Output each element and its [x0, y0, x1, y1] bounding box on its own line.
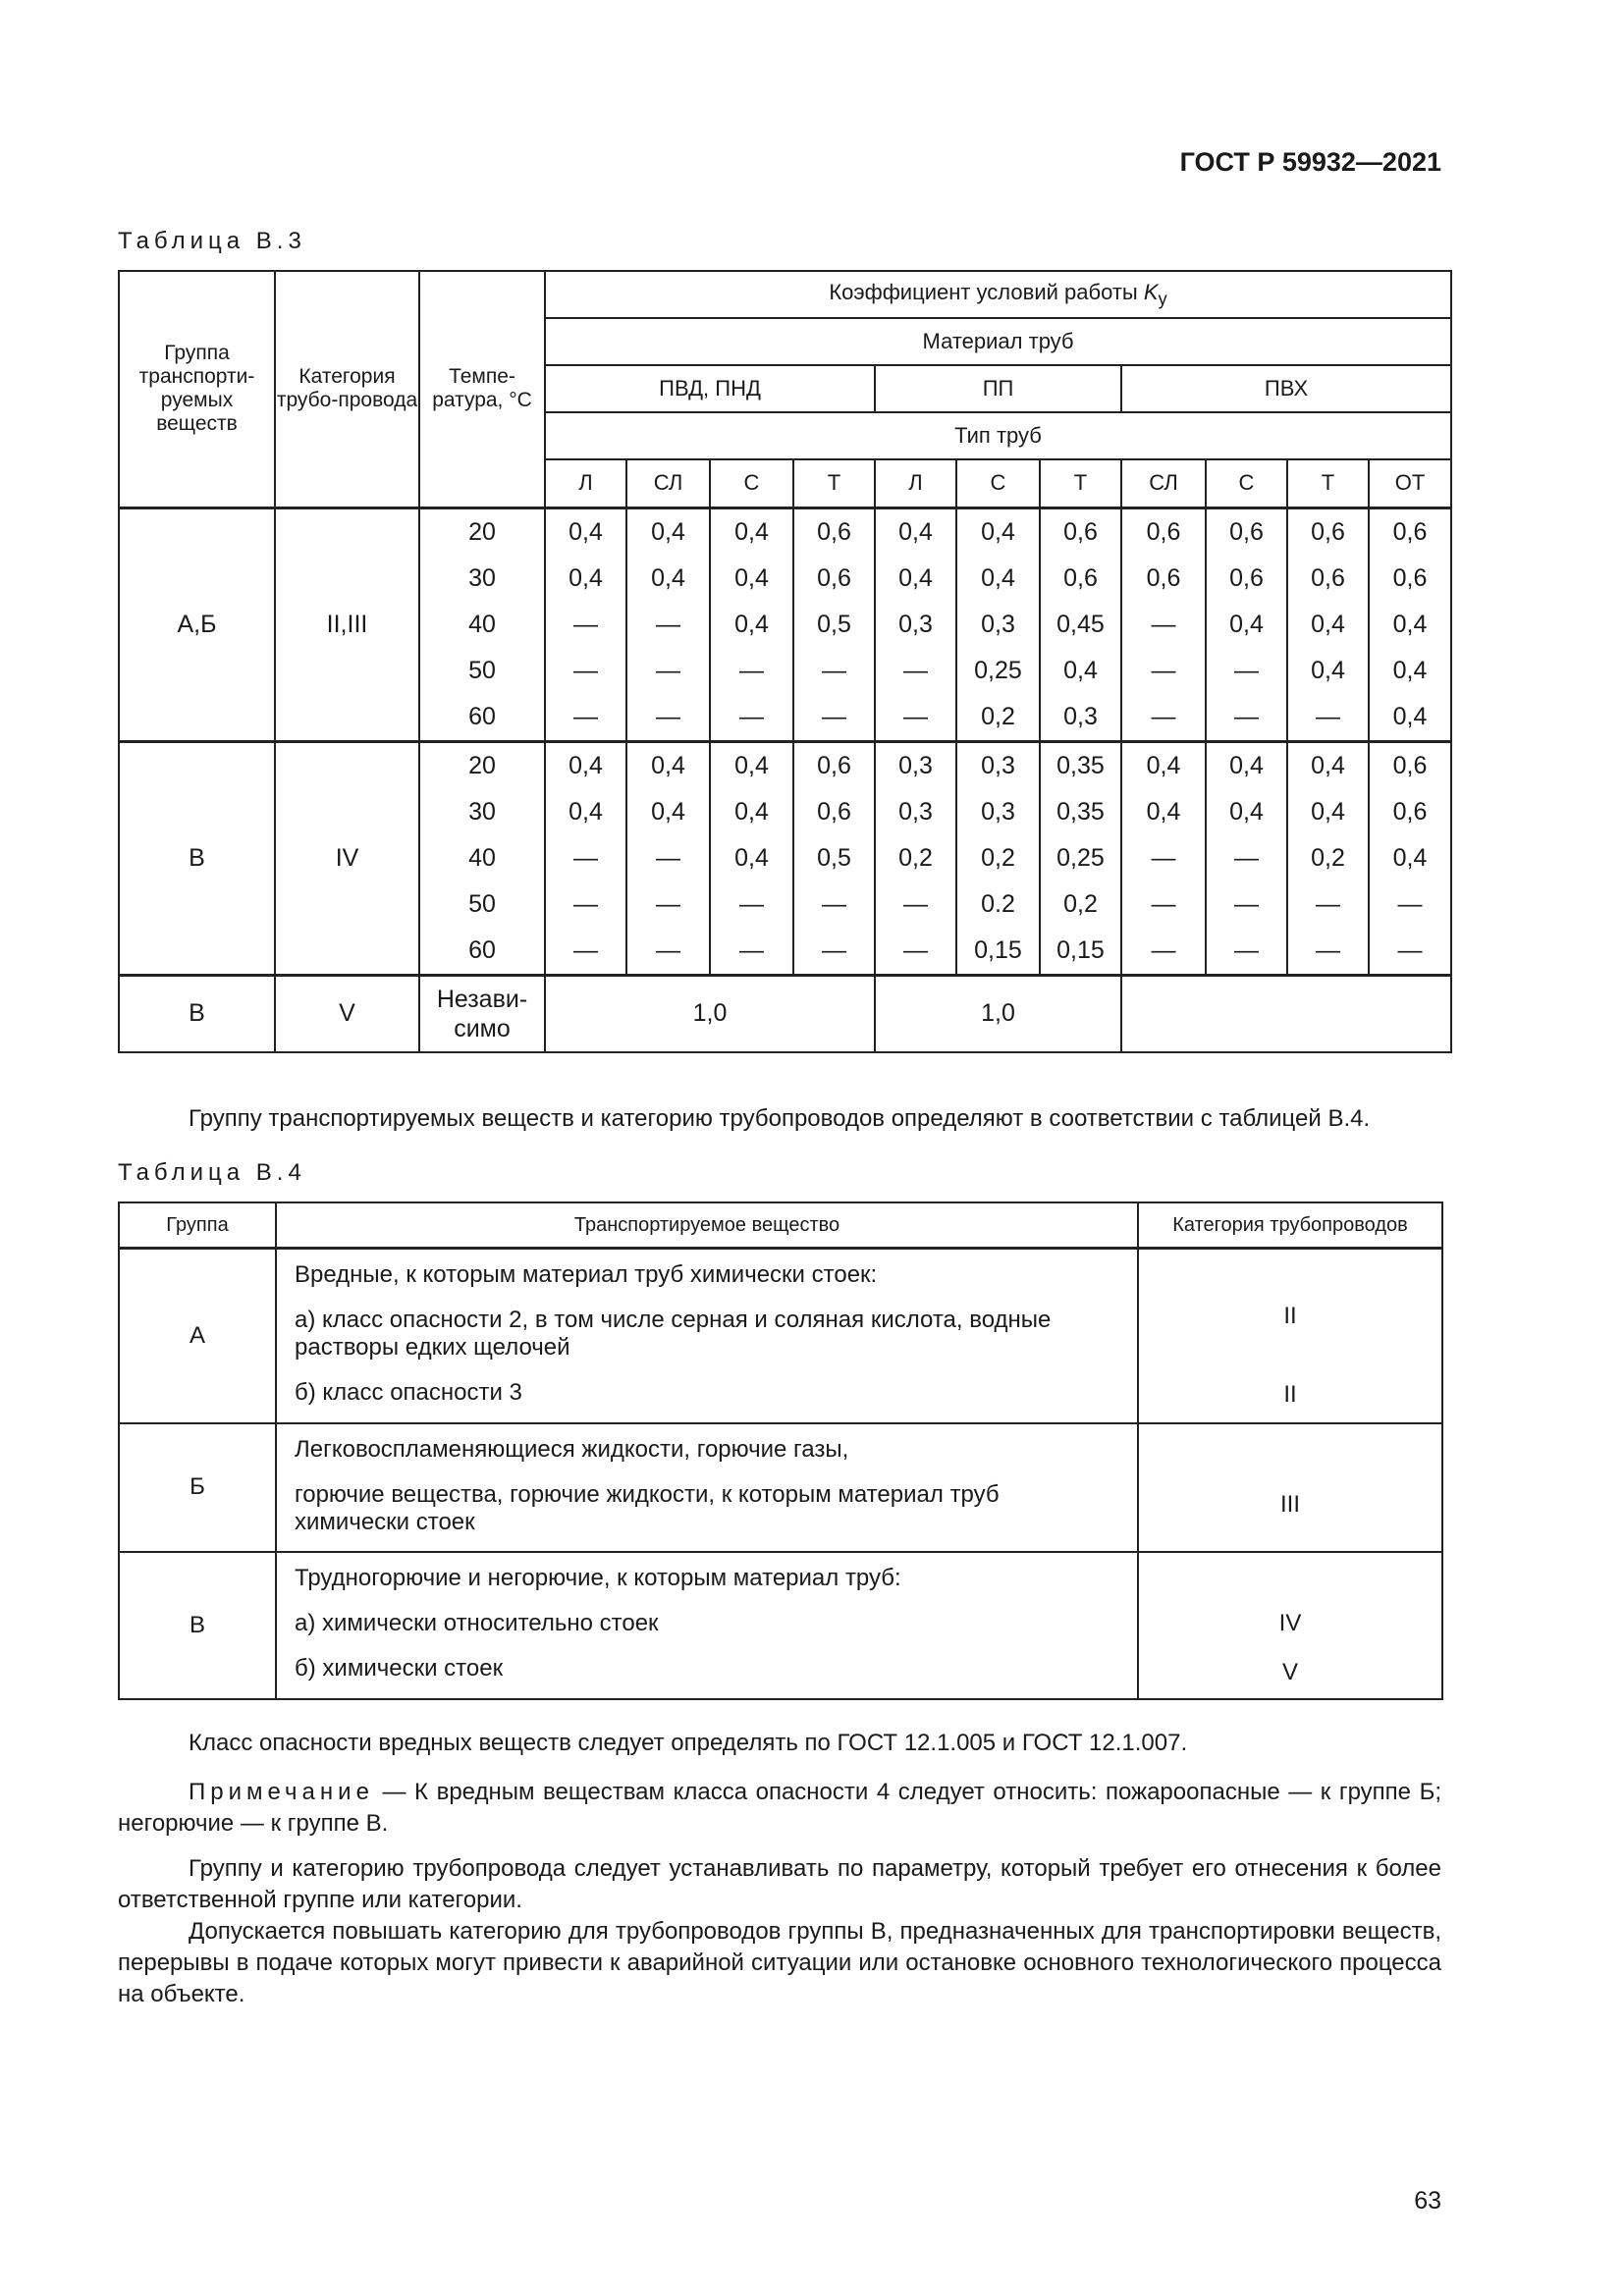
- coefficient-cell: 0,2: [1287, 835, 1369, 881]
- coefficient-cell: 0,6: [1369, 556, 1451, 602]
- table-row: [119, 741, 1451, 789]
- b4-group-cell: В: [119, 1552, 276, 1699]
- coefficient-cell: 0,6: [1287, 556, 1369, 602]
- coefficient-cell: 0,3: [875, 602, 956, 648]
- coefficient-cell: 0,4: [710, 602, 793, 648]
- coefficient-pp-cell: 1,0: [875, 975, 1121, 1052]
- coefficient-cell: 0,6: [1121, 507, 1206, 556]
- coefficient-cell: 0,5: [793, 835, 875, 881]
- category-cell: V: [275, 975, 419, 1052]
- coefficient-cell: —: [545, 835, 626, 881]
- coefficient-cell: —: [1287, 881, 1369, 928]
- header-type: СЛ: [1121, 459, 1206, 507]
- between-text: Группу транспортируемых веществ и категорию трубопроводов определяют в соответствии с таблицей В.4.: [189, 1105, 1371, 1132]
- coefficient-cell: —: [1369, 928, 1451, 976]
- group-cell: В: [119, 741, 275, 975]
- coefficient-cell: 0,4: [626, 507, 710, 556]
- coefficient-cell: 0,4: [1287, 789, 1369, 835]
- coefficient-cell: 0,4: [956, 556, 1040, 602]
- coefficient-cell: 0,4: [1369, 835, 1451, 881]
- coefficient-cell: 0,4: [875, 507, 956, 556]
- coefficient-cell: 0,4: [626, 789, 710, 835]
- b4-substance-cell: Вредные, к которым материал труб химически стоек: а) класс опасности 2, в том числе серная и соляная кислота, водные растворы едких щелочей б) класс опасности 3: [276, 1249, 1138, 1423]
- group-cell: В: [119, 975, 275, 1052]
- coefficient-cell: —: [545, 694, 626, 742]
- coefficient-cell: 0,4: [710, 556, 793, 602]
- coefficient-cell: —: [1121, 835, 1206, 881]
- coefficient-cell: 0,4: [626, 556, 710, 602]
- coefficient-cell: 0,4: [1121, 789, 1206, 835]
- coefficient-cell: 0,6: [1287, 507, 1369, 556]
- b4-substance-cell: Трудногорючие и негорючие, к которым материал труб: а) химически относительно стоек б) химически стоек: [276, 1552, 1138, 1699]
- coefficient-cell: 0,6: [793, 507, 875, 556]
- coefficient-cell: 0,5: [793, 602, 875, 648]
- coefficient-cell: 0,25: [1040, 835, 1121, 881]
- coefficient-cell: —: [626, 694, 710, 742]
- coefficient-cell: 0,4: [626, 741, 710, 789]
- coefficient-cell: —: [875, 881, 956, 928]
- coefficient-cell: —: [626, 602, 710, 648]
- coefficient-cell: 0,3: [875, 741, 956, 789]
- coefficient-cell: 0,3: [875, 789, 956, 835]
- b4-group-cell: Б: [119, 1423, 276, 1552]
- header-b4-group: Группа: [119, 1202, 276, 1249]
- header-b4-category: Категория трубопроводов: [1138, 1202, 1442, 1249]
- b4-category-cell: IV V: [1138, 1552, 1442, 1699]
- coefficient-cell: 0,4: [710, 789, 793, 835]
- table-b4: [118, 1201, 1443, 1700]
- coefficient-cell: 0,4: [1287, 741, 1369, 789]
- coefficient-cell: 0,4: [1287, 602, 1369, 648]
- coefficient-cell: —: [545, 928, 626, 976]
- coefficient-cell: —: [1287, 694, 1369, 742]
- coefficient-cell: —: [710, 694, 793, 742]
- coefficient-cell: —: [710, 881, 793, 928]
- coefficient-cell: 0,3: [956, 741, 1040, 789]
- coefficient-cell: 0,2: [956, 694, 1040, 742]
- coefficient-cell: —: [1206, 648, 1287, 694]
- coefficient-cell: 0,35: [1040, 789, 1121, 835]
- header-type: Т: [793, 459, 875, 507]
- coefficient-cell: —: [1121, 881, 1206, 928]
- temperature-cell: 30: [419, 789, 545, 835]
- coefficient-cell: —: [1206, 881, 1287, 928]
- coefficient-cell: —: [626, 881, 710, 928]
- coefficient-cell: —: [1121, 648, 1206, 694]
- coefficient-cell: —: [626, 835, 710, 881]
- header-type: Т: [1040, 459, 1121, 507]
- coefficient-cell: 0,2: [875, 835, 956, 881]
- coefficient-cell: —: [710, 928, 793, 976]
- coefficient-cell: 0,6: [793, 789, 875, 835]
- group-cell: А,Б: [119, 507, 275, 741]
- coefficient-cell: 0,4: [1121, 741, 1206, 789]
- coefficient-cell: —: [793, 694, 875, 742]
- page-number: 63: [1414, 2187, 1441, 2215]
- temperature-cell: 50: [419, 881, 545, 928]
- allowed-paragraph: Допускается повышать категорию для трубопроводов группы В, предназначенных для транспортировки веществ, перерывы в подаче которых могут привести к аварийной ситуации или остановке основного технологического процесса на объекте.: [118, 1918, 1441, 2007]
- table-row: [119, 975, 1451, 1052]
- coefficient-cell: —: [1206, 928, 1287, 976]
- b4-category-cell: III: [1138, 1423, 1442, 1552]
- coefficient-cell: 0,6: [793, 741, 875, 789]
- b4-substance-cell: Легковоспламеняющиеся жидкости, горючие газы, горючие вещества, горючие жидкости, к которым материал труб химически стоек: [276, 1423, 1138, 1552]
- note: Примечание — К вредным веществам класса опасности 4 следует относить: пожароопасные — к группе Б; негорючие — к группе В.: [118, 1779, 1441, 1837]
- coefficient-cell: —: [793, 928, 875, 976]
- header-type: СЛ: [626, 459, 710, 507]
- standard-code: ГОСТ Р 59932—2021: [1179, 147, 1441, 177]
- header-material-pvd-pnd: ПВД, ПНД: [545, 365, 875, 412]
- coefficient-cell: 0,6: [1040, 556, 1121, 602]
- coefficient-cell: —: [1121, 928, 1206, 976]
- coefficient-cell: —: [545, 648, 626, 694]
- header-material-pp: ПП: [875, 365, 1121, 412]
- header-type: Т: [1287, 459, 1369, 507]
- coefficient-cell: 0,4: [1369, 694, 1451, 742]
- table-row: [119, 1423, 1442, 1552]
- category-cell: IV: [275, 741, 419, 975]
- temperature-cell: 30: [419, 556, 545, 602]
- table-b3: [118, 270, 1452, 1053]
- coefficient-cell: 0,15: [956, 928, 1040, 976]
- coefficient-cell: 0,4: [1206, 789, 1287, 835]
- coefficient-cell: 0,6: [1121, 556, 1206, 602]
- coefficient-cell: 0,4: [1369, 648, 1451, 694]
- header-type: С: [710, 459, 793, 507]
- table-row: [119, 1552, 1442, 1699]
- coefficient-cell: 0,4: [545, 789, 626, 835]
- coefficient-cell: —: [793, 648, 875, 694]
- temperature-cell: 60: [419, 694, 545, 742]
- header-material-pvh: ПВХ: [1121, 365, 1451, 412]
- header-type: ОТ: [1369, 459, 1451, 507]
- class-reference: Класс опасности вредных веществ следует определять по ГОСТ 12.1.005 и ГОСТ 12.1.007.: [189, 1730, 1188, 1756]
- coefficient-cell: —: [626, 928, 710, 976]
- coefficient-cell: 0,3: [956, 789, 1040, 835]
- header-temperature: Темпе-ратура, °С: [419, 271, 545, 507]
- coefficient-cell: 0,6: [1206, 507, 1287, 556]
- header-b4-substance: Транспортируемое вещество: [276, 1202, 1138, 1249]
- temperature-cell: Незави-симо: [419, 975, 545, 1052]
- coefficient-cell: 0,45: [1040, 602, 1121, 648]
- coefficient-cell: 0,6: [1206, 556, 1287, 602]
- coefficient-cell: —: [793, 881, 875, 928]
- coefficient-cell: 0,4: [710, 507, 793, 556]
- temperature-cell: 20: [419, 741, 545, 789]
- temperature-cell: 40: [419, 835, 545, 881]
- header-pipe-type: Тип труб: [545, 412, 1451, 459]
- coefficient-cell: 0.2: [956, 881, 1040, 928]
- coefficient-cell: 0,2: [956, 835, 1040, 881]
- coefficient-cell: 0,4: [956, 507, 1040, 556]
- coefficient-cell: —: [545, 602, 626, 648]
- coefficient-cell: 0,4: [875, 556, 956, 602]
- coefficient-cell: —: [875, 648, 956, 694]
- coefficient-cell: 0,2: [1040, 881, 1121, 928]
- coefficient-cell: 0,25: [956, 648, 1040, 694]
- coefficient-pvd-pnd-cell: 1,0: [545, 975, 875, 1052]
- coefficient-cell: 0,4: [545, 556, 626, 602]
- table-row: [119, 1249, 1442, 1423]
- table-b4-caption: Таблица В.4: [118, 1159, 306, 1186]
- coefficient-cell: 0,3: [956, 602, 1040, 648]
- coefficient-cell: 0,4: [545, 741, 626, 789]
- coefficient-cell: —: [1206, 694, 1287, 742]
- temperature-cell: 60: [419, 928, 545, 976]
- coefficient-cell: —: [710, 648, 793, 694]
- b4-category-cell: II II: [1138, 1249, 1442, 1423]
- coefficient-cell: —: [1121, 602, 1206, 648]
- table-b3-body: [119, 507, 1451, 1052]
- coefficient-cell: 0,6: [1369, 789, 1451, 835]
- header-type: С: [956, 459, 1040, 507]
- coefficient-cell: 0,4: [1040, 648, 1121, 694]
- coefficient-cell: —: [1287, 928, 1369, 976]
- coefficient-cell: 0,6: [1040, 507, 1121, 556]
- coefficient-cell: 0,15: [1040, 928, 1121, 976]
- coefficient-cell: 0,3: [1040, 694, 1121, 742]
- coefficient-cell: 0,35: [1040, 741, 1121, 789]
- coefficient-cell: —: [1121, 694, 1206, 742]
- coefficient-cell: —: [1369, 881, 1451, 928]
- header-type: Л: [875, 459, 956, 507]
- coefficient-cell: 0,4: [545, 507, 626, 556]
- header-type: Л: [545, 459, 626, 507]
- temperature-cell: 20: [419, 507, 545, 556]
- coefficient-cell: 0,6: [1369, 741, 1451, 789]
- coefficient-cell: —: [1206, 835, 1287, 881]
- coefficient-pvh-cell: [1121, 975, 1451, 1052]
- coefficient-cell: 0,6: [793, 556, 875, 602]
- coefficient-cell: 0,4: [710, 835, 793, 881]
- header-category: Категория трубо-провода: [275, 271, 419, 507]
- header-type: С: [1206, 459, 1287, 507]
- category-cell: II,III: [275, 507, 419, 741]
- group-rule-paragraph: Группу и категорию трубопровода следует устанавливать по параметру, который требует его отнесения к более ответственной группе или категории.: [118, 1855, 1441, 1913]
- coefficient-cell: 0,4: [710, 741, 793, 789]
- temperature-cell: 50: [419, 648, 545, 694]
- header-material: Материал труб: [545, 318, 1451, 365]
- coefficient-cell: —: [875, 694, 956, 742]
- coefficient-cell: 0,6: [1369, 507, 1451, 556]
- coefficient-cell: —: [545, 881, 626, 928]
- coefficient-cell: 0,4: [1206, 602, 1287, 648]
- coefficient-cell: 0,4: [1206, 741, 1287, 789]
- table-row: [119, 507, 1451, 556]
- coefficient-cell: —: [626, 648, 710, 694]
- coefficient-cell: —: [875, 928, 956, 976]
- temperature-cell: 40: [419, 602, 545, 648]
- coefficient-cell: 0,4: [1287, 648, 1369, 694]
- coefficient-cell: 0,4: [1369, 602, 1451, 648]
- b4-group-cell: А: [119, 1249, 276, 1423]
- header-group: Группа транспорти-руемых веществ: [119, 271, 275, 507]
- table-b3-caption: Таблица В.3: [118, 228, 306, 254]
- header-coefficient: Коэффициент условий работы $K_у$: [545, 271, 1451, 318]
